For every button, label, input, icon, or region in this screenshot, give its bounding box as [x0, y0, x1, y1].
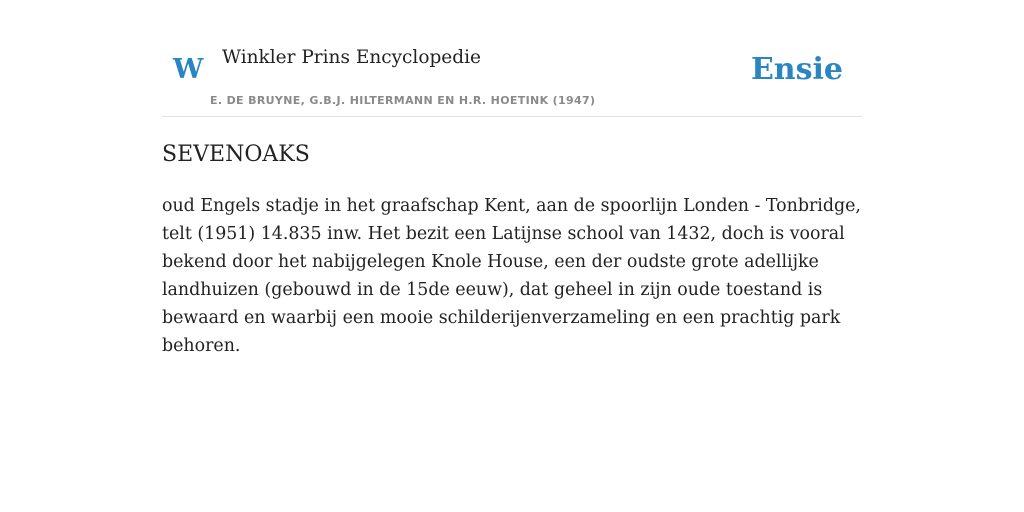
source-authors: E. DE BRUYNE, G.B.J. HILTERMANN EN H.R. HOETINK (1947): [210, 94, 596, 107]
encyclopedia-logo[interactable]: W: [173, 54, 204, 85]
entry-body: oud Engels stadje in het graafschap Kent, aan de spoorlijn Londen - Tonbridge, telt (1951) 14.835 inw. Het bezit een Latijnse school van 1432, doch is vooral bekend door het nabijgelegen Knole House, een der oudste grote adellijke landhuizen (gebouwd in de 15de eeuw), dat geheel in zijn oude toestand is bewaard en waarbij een mooie schilderijenverzameling en een prachtig park behoren.: [162, 196, 861, 356]
entry-title: SEVENOAKS: [162, 142, 310, 167]
source-header: [162, 40, 862, 117]
ensie-logo[interactable]: Ensie: [750, 52, 843, 87]
source-title[interactable]: Winkler Prins Encyclopedie: [222, 47, 481, 68]
